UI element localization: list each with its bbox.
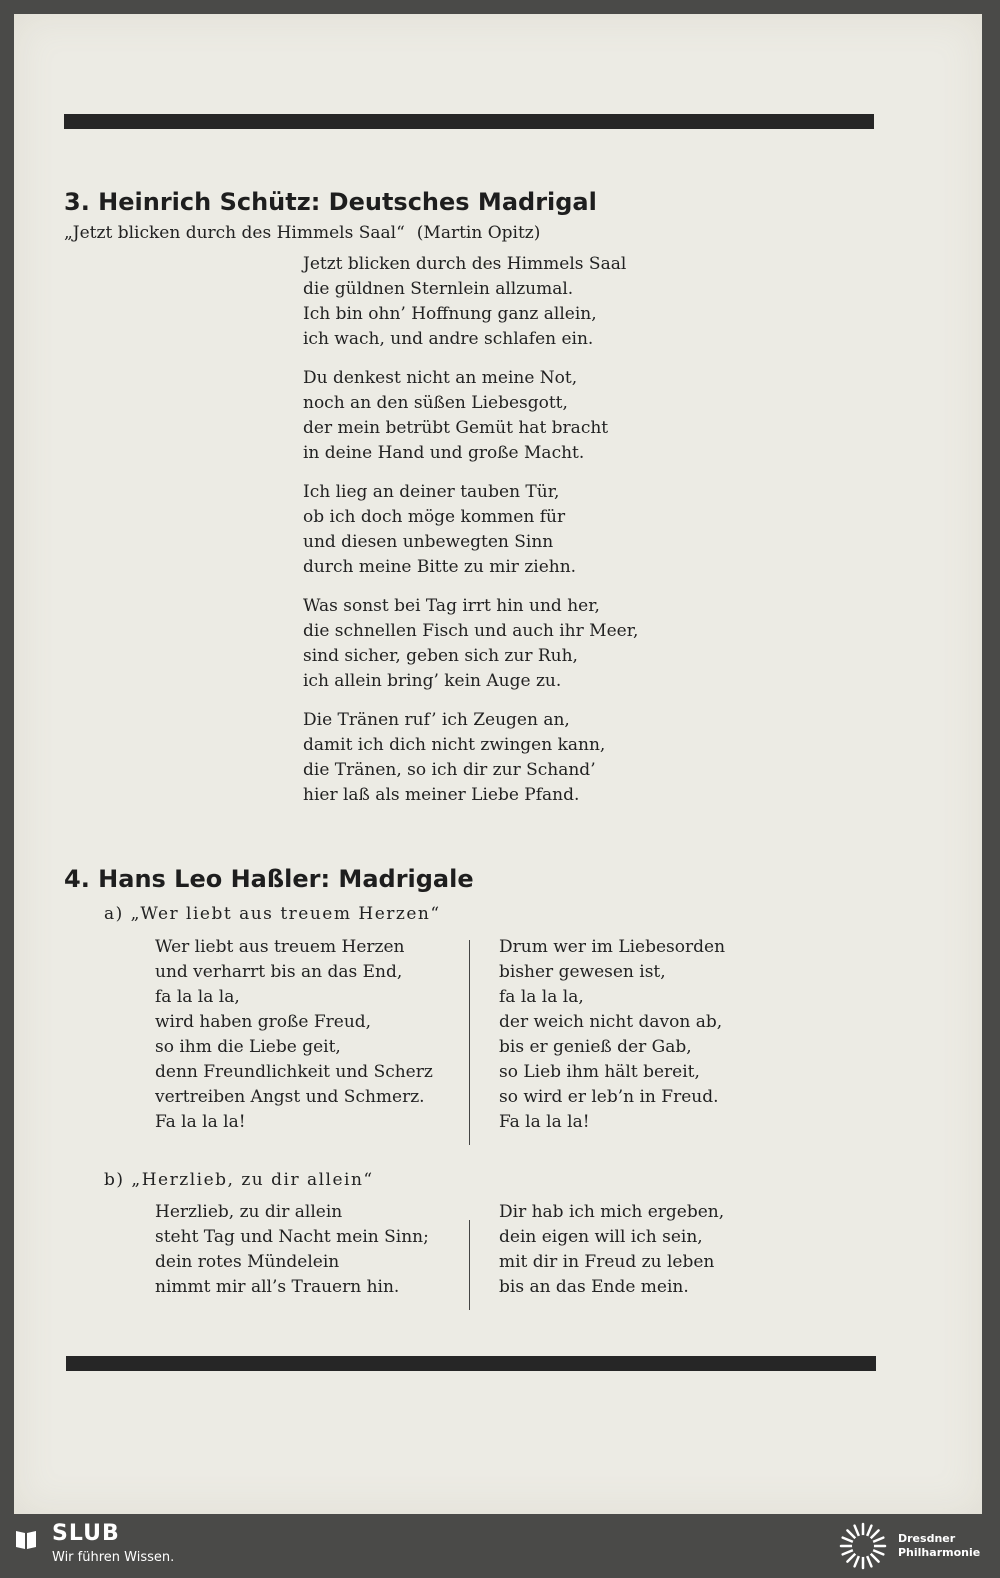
poem-line: mit dir in Freud zu leben [499, 1252, 715, 1272]
poem-line: sind sicher, geben sich zur Ruh, [303, 646, 578, 666]
poem-line: Dir hab ich mich ergeben, [499, 1202, 725, 1222]
poem-line: Die Tränen ruf’ ich Zeugen an, [303, 710, 570, 730]
stanza [303, 480, 638, 580]
library-tagline: Wir führen Wissen. [52, 1550, 175, 1565]
partner-name-line2: Philharmonie [898, 1546, 981, 1559]
poem-line: denn Freundlichkeit und Scherz [155, 1062, 433, 1082]
poem-line: noch an den süßen Liebesgott, [303, 393, 568, 413]
poem-line: die Tränen, so ich dir zur Schand’ [303, 760, 596, 780]
philharmonie-logo-icon[interactable] [838, 1521, 888, 1571]
stanza [303, 252, 638, 352]
poem-line: Drum wer im Liebesorden [499, 937, 726, 957]
section-3-subtitle [64, 223, 540, 243]
poem-line: Du denkest nicht an meine Not, [303, 368, 578, 388]
poem-line: bis an das Ende mein. [499, 1277, 689, 1297]
poem-line: Wer liebt aus treuem Herzen [155, 937, 405, 957]
poem-line: Jetzt blicken durch des Himmels Saal [303, 254, 627, 274]
madrigal-a-right-column [499, 935, 725, 1135]
section-3-title-quote: „Jetzt blicken durch des Himmels Saal“ [64, 223, 405, 243]
poem-line: und diesen unbewegten Sinn [303, 532, 554, 552]
poem-line: der mein betrübt Gemüt hat bracht [303, 418, 609, 438]
section-3-poem [303, 252, 638, 822]
poem-line: Ich lieg an deiner tauben Tür, [303, 482, 560, 502]
section-3-heading: 3. Heinrich Schütz: Deutsches Madrigal [64, 188, 597, 216]
poem-line: die güldnen Sternlein allzumal. [303, 279, 574, 299]
poem-line: ich allein bring’ kein Auge zu. [303, 671, 562, 691]
poem-line: nimmt mir all’s Trauern hin. [155, 1277, 400, 1297]
poem-line: dein eigen will ich sein, [499, 1227, 703, 1247]
poem-line: so ihm die Liebe geit, [155, 1037, 341, 1057]
poem-line: bis er genieß der Gab, [499, 1037, 692, 1057]
poem-line: fa la la la, [499, 987, 584, 1007]
poem-line: Fa la la la! [499, 1112, 590, 1132]
poem-line: der weich nicht davon ab, [499, 1012, 723, 1032]
poem-line: so Lieb ihm hält bereit, [499, 1062, 700, 1082]
madrigal-a-left-column [155, 935, 433, 1135]
section-3-author: (Martin Opitz) [416, 223, 541, 243]
top-rule [64, 114, 874, 129]
poem-line: in deine Hand und große Macht. [303, 443, 585, 463]
madrigal-b-label: b) „Herzlieb, zu dir allein“ [104, 1170, 374, 1190]
poem-line: dein rotes Mündelein [155, 1252, 340, 1272]
madrigal-b-left-column [155, 1200, 429, 1300]
poem-line: wird haben große Freud, [155, 1012, 372, 1032]
slub-book-icon[interactable] [14, 1527, 38, 1551]
poem-line: hier laß als meiner Liebe Pfand. [303, 785, 580, 805]
madrigal-b-right-column [499, 1200, 724, 1300]
stanza [303, 594, 638, 694]
bottom-rule [66, 1356, 876, 1371]
library-name[interactable]: SLUB [52, 1521, 120, 1546]
poem-line: Herzlieb, zu dir allein [155, 1202, 343, 1222]
poem-line: und verharrt bis an das End, [155, 962, 403, 982]
partner-name-line1: Dresdner [898, 1532, 956, 1545]
poem-line: ob ich doch möge kommen für [303, 507, 566, 527]
poem-line: Ich bin ohn’ Hoffnung ganz allein, [303, 304, 597, 324]
partner-name[interactable] [898, 1532, 980, 1560]
column-divider [469, 940, 470, 1145]
poem-line: ich wach, und andre schlafen ein. [303, 329, 594, 349]
poem-line: durch meine Bitte zu mir ziehn. [303, 557, 577, 577]
poem-line: die schnellen Fisch und auch ihr Meer, [303, 621, 639, 641]
section-4-heading: 4. Hans Leo Haßler: Madrigale [64, 865, 474, 893]
poem-line: Was sonst bei Tag irrt hin und her, [303, 596, 600, 616]
poem-line: fa la la la, [155, 987, 240, 1007]
poem-line: vertreiben Angst und Schmerz. [155, 1087, 425, 1107]
column-divider [469, 1220, 470, 1310]
madrigal-a-label: a) „Wer liebt aus treuem Herzen“ [104, 904, 441, 924]
stanza [303, 708, 638, 808]
poem-line: Fa la la la! [155, 1112, 246, 1132]
poem-line: so wird er leb’n in Freud. [499, 1087, 719, 1107]
poem-line: steht Tag und Nacht mein Sinn; [155, 1227, 429, 1247]
poem-line: bisher gewesen ist, [499, 962, 666, 982]
stanza [303, 366, 638, 466]
poem-line: damit ich dich nicht zwingen kann, [303, 735, 606, 755]
